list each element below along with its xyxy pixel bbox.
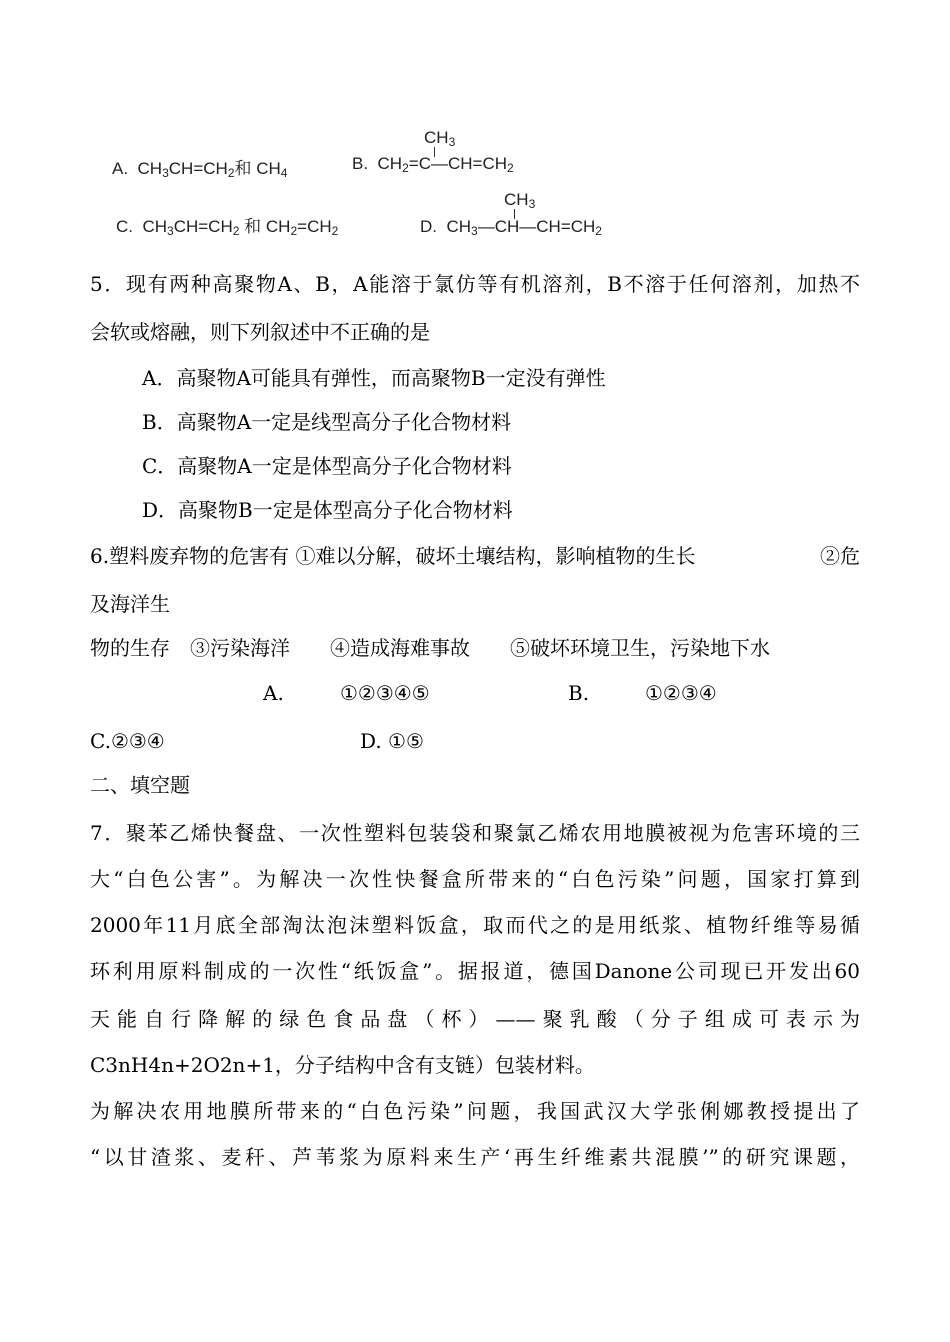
q5-option-a: A．高聚物A可能具有弹性，而高聚物B一定没有弹性 [142, 366, 606, 390]
q6-option-b-label: B. [568, 681, 590, 705]
q5-option-b: B．高聚物A一定是线型高分子化合物材料 [142, 410, 512, 434]
q7-line6: C3nH4n+2O2n+1，分子结构中含有支链）包装材料。 [90, 1053, 595, 1077]
q6-stem-line1-end: ②危 [820, 544, 860, 568]
q6-stem-line1: 6.塑料废弃物的危害有 ①难以分解，破坏土壤结构，影响植物的生长 [90, 544, 696, 568]
q7-line2: 大“白色公害”。为解决一次性快餐盒所带来的“白色污染”问题，国家打算到 [90, 867, 860, 891]
q7-line3: 2000年11月底全部淘汰泡沫塑料饭盒，取而代之的是用纸浆、植物纤维等易循 [90, 913, 860, 937]
option-b-methyl: $CH_3$ [424, 128, 456, 149]
q6-option-c: C.②③④ [90, 729, 165, 753]
q5-option-c: C．高聚物A一定是体型高分子化合物材料 [142, 454, 512, 478]
q6-stem-line3: 物的生存 ③污染海洋 ④造成海难事故 ⑤破坏环境卫生，污染地下水 [90, 636, 770, 660]
q6-option-d: D. ①⑤ [360, 729, 424, 753]
q7-line5: 天能自行降解的绿色食品盘（杯）——聚乳酸（分子组成可表示为 [90, 1007, 860, 1031]
q7-line1: 7．聚苯乙烯快餐盘、一次性塑料包装袋和聚氯乙烯农用地膜被视为危害环境的三 [90, 821, 860, 845]
option-c-formula: C. $CH_3CH=CH_2$ 和 $CH_2=CH_2$ [116, 217, 339, 238]
option-d-methyl: $CH_3$ [504, 190, 536, 211]
option-b-formula: B. $CH_2=C—CH=CH_2$ [352, 154, 514, 175]
section-heading-fill-in: 二、填空题 [90, 773, 190, 797]
q6-option-a-value: ①②③④⑤ [340, 681, 430, 705]
q5-option-d: D．高聚物B一定是体型高分子化合物材料 [142, 498, 513, 522]
q6-option-b-value: ①②③④ [645, 681, 717, 705]
q5-stem-line1: 5．现有两种高聚物A、B，A能溶于氯仿等有机溶剂，B不溶于任何溶剂，加热不 [90, 272, 860, 296]
q6-option-a-label: A. [263, 681, 284, 705]
q7-line7: 为解决农用地膜所带来的“白色污染”问题，我国武汉大学张俐娜教授提出了 [90, 1099, 860, 1123]
q5-stem-line2: 会软或熔融，则下列叙述中不正确的是 [90, 320, 430, 344]
option-a-formula: A. $CH_3CH=CH_2$和 $CH_4$ [112, 159, 288, 180]
q6-stem-line2: 及海洋生 [90, 592, 170, 616]
q7-line4: 环利用原料制成的一次性“纸饭盒”。据报道，德国Danone公司现已开发出60 [90, 959, 860, 983]
option-d-formula: D. $CH_3—CH—CH=CH_2$ [420, 217, 602, 238]
q7-line8: “以甘渣浆、麦秆、芦苇浆为原料来生产‘再生纤维素共混膜’”的研究课题， [90, 1145, 860, 1169]
